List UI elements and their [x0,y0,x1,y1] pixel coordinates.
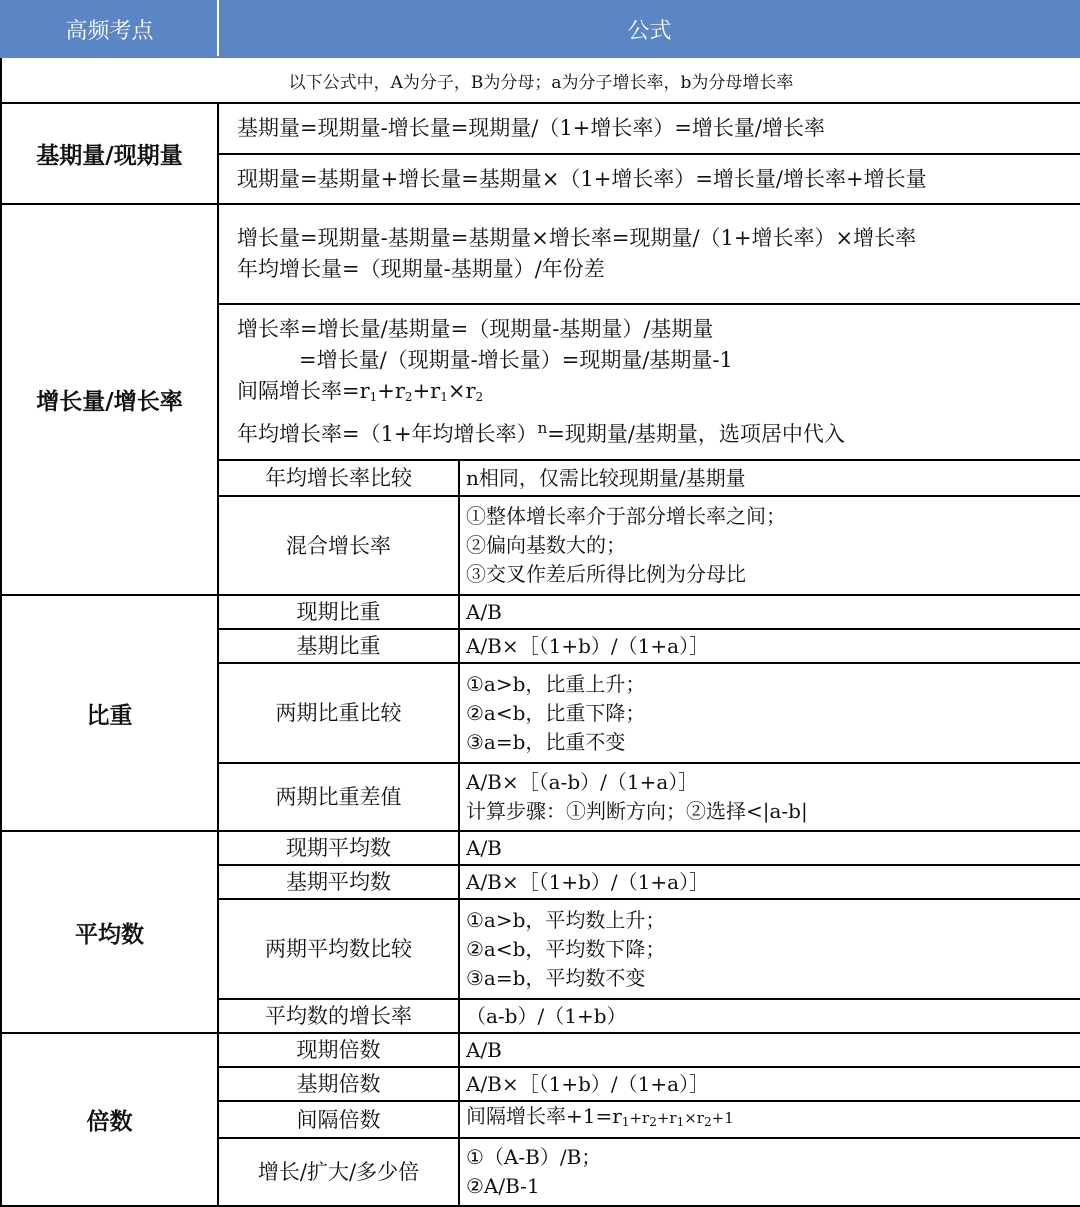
label-avg-rate-compare: 年均增长率比较 [218,460,459,496]
value-current-multiple: A/B [459,1033,1080,1067]
subscript: 1 [440,390,448,404]
subscript: 1 [369,390,378,404]
header-topic: 高频考点 [1,1,218,57]
formula-current: 现期量=基期量+增长量=基期量×（1+增长率）=增长量/增长率+增长量 [218,154,1080,204]
note-row [1,57,1080,103]
average-compare-1: ①a>b，平均数上升； [466,907,666,932]
formula-base: 基期量=现期量-增长量=现期量/（1+增长率）=增长量/增长率 [218,103,1080,154]
superscript-n: n [537,419,548,437]
subscript: 2 [649,1115,657,1129]
label-base-average: 基期平均数 [218,865,459,899]
subscript: 2 [703,1115,712,1129]
value-current-average: A/B [459,831,1080,865]
average-compare-2: ②a<b，平均数下降； [466,936,666,961]
formula-growth-amount [218,204,1080,304]
interval-multiple-prefix: 间隔增长率+1=r [466,1104,622,1128]
ratio-compare-3: ③a=b，比重不变 [466,729,626,754]
label-interval-multiple: 间隔倍数 [218,1101,459,1138]
multiple-growth-1: ①（A-B）/B； [466,1145,602,1169]
plus-r: +r [656,1109,677,1127]
category-base-current: 基期量/现期量 [1,103,218,204]
table-row [1,1033,1080,1067]
category-average: 平均数 [1,831,218,1033]
value-multiple-growth [459,1138,1080,1206]
value-ratio-compare [459,663,1080,763]
mixed-rate-point-3: ③交叉作差后所得比例为分母比 [466,562,746,586]
ratio-compare-2: ②a<b，比重下降； [466,700,646,725]
label-current-multiple: 现期倍数 [218,1033,459,1067]
mixed-rate-point-2: ②偏向基数大的； [466,533,626,557]
value-ratio-diff [459,763,1080,831]
ratio-compare-1: ①a>b，比重上升； [466,671,646,696]
plus-r: +r [377,379,405,403]
label-current-average: 现期平均数 [218,831,459,865]
label-mixed-rate: 混合增长率 [218,496,459,595]
label-average-compare: 两期平均数比较 [218,899,459,999]
note-text: 以下公式中，A为分子，B为分母；a为分子增长率，b为分母增长率 [1,57,1080,103]
label-ratio-diff: 两期比重差值 [218,763,459,831]
multiple-growth-2: ②A/B-1 [466,1174,540,1198]
growth-amount-line: 增长量=现期量-基期量=基期量×增长率=现期量/（1+增长率）×增长率 [237,226,917,250]
value-base-average: A/B×［（1+b）/（1+a）］ [459,865,1080,899]
label-base-ratio: 基期比重 [218,629,459,663]
category-growth: 增长量/增长率 [1,204,218,595]
growth-rate-line: 增长率=增长量/基期量=（现期量-基期量）/基期量 [237,317,714,341]
category-ratio: 比重 [1,595,218,831]
avg-growth-amount-line: 年均增长量=（现期量-基期量）/年份差 [237,257,605,281]
formula-growth-rate [218,304,1080,460]
plus-r: +r [629,1109,650,1127]
average-compare-3: ③a=b，平均数不变 [466,965,646,990]
table-row [1,831,1080,865]
subscript: 1 [621,1115,630,1129]
times-r: ×r [684,1109,704,1127]
mixed-rate-point-1: ①整体增长率介于部分增长率之间； [466,504,786,528]
value-base-multiple: A/B×［（1+b）/（1+a）］ [459,1067,1080,1101]
subscript: 1 [676,1115,685,1129]
value-mixed-rate [459,496,1080,595]
subscript: 2 [475,390,484,404]
label-multiple-growth: 增长/扩大/多少倍 [218,1138,459,1206]
plus-one: +1 [711,1109,734,1127]
table-row [1,103,1080,154]
value-average-growth: （a-b）/（1+b） [459,999,1080,1033]
table-row [1,595,1080,629]
label-average-growth: 平均数的增长率 [218,999,459,1033]
label-base-multiple: 基期倍数 [218,1067,459,1101]
ratio-diff-steps: 计算步骤：①判断方向；②选择<|a-b| [466,799,808,823]
subscript: 2 [404,390,413,404]
category-multiple: 倍数 [1,1033,218,1206]
ratio-diff-formula: A/B×［（a-b）/（1+a）］ [466,770,699,794]
avg-rate-suffix: =现期量/基期量，选项居中代入 [547,422,845,446]
value-current-ratio: A/B [459,595,1080,629]
table-row [1,204,1080,304]
plus-r: +r [412,379,441,403]
header-formula: 公式 [218,1,1080,57]
value-avg-rate-compare: n相同，仅需比较现期量/基期量 [459,460,1080,496]
value-base-ratio: A/B×［（1+b）/（1+a）］ [459,629,1080,663]
label-ratio-compare: 两期比重比较 [218,663,459,763]
value-interval-multiple [459,1101,1080,1138]
times-r: ×r [447,379,476,403]
avg-growth-rate-line [237,413,1062,450]
interval-rate-prefix: 间隔增长率=r [237,379,370,403]
growth-rate-line-2: =增长量/（现期量-增长量）=现期量/基期量-1 [299,348,733,372]
avg-rate-prefix: 年均增长率=（1+年均增长率） [237,422,538,446]
value-average-compare [459,899,1080,999]
label-current-ratio: 现期比重 [218,595,459,629]
header-row [1,1,1080,57]
interval-growth-rate-line [237,376,1062,413]
